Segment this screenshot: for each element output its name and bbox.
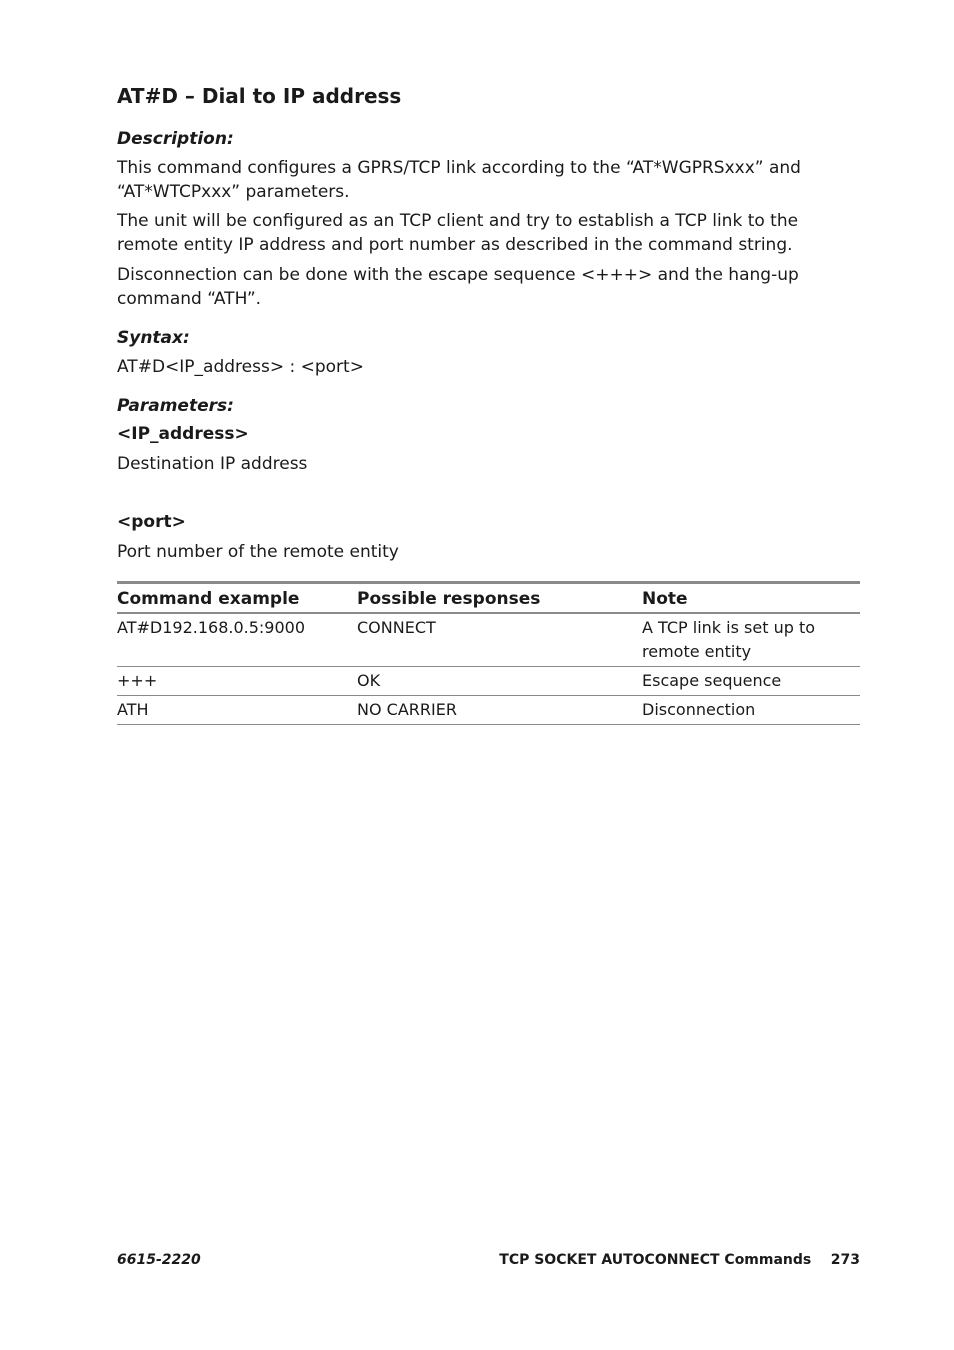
column-header-command-example: Command example	[117, 589, 300, 609]
footer-page-number: 273	[830, 1252, 860, 1268]
table-cell-response: OK	[357, 671, 381, 690]
parameters-heading: Parameters:	[117, 396, 234, 416]
syntax-text: AT#D<IP_address> : <port>	[117, 357, 364, 377]
footer-right	[499, 1252, 860, 1268]
table-cell-command: +++	[117, 671, 158, 690]
footer-doc-number: 6615-2220	[117, 1252, 201, 1268]
table-cell-note: Disconnection	[642, 700, 756, 719]
table-header-row	[117, 583, 860, 614]
footer-section-title: TCP SOCKET AUTOCONNECT Commands	[499, 1252, 812, 1268]
column-header-note: Note	[642, 589, 688, 609]
column-header-possible-responses: Possible responses	[357, 589, 541, 609]
param-port-description: Port number of the remote entity	[117, 542, 399, 562]
param-ip-address-description: Destination IP address	[117, 454, 308, 474]
table-cell-command: ATH	[117, 700, 149, 719]
table-cell-response: CONNECT	[357, 618, 436, 637]
syntax-heading: Syntax:	[117, 328, 190, 348]
table-cell-command: AT#D192.168.0.5:9000	[117, 618, 306, 637]
description-paragraph-2: The unit will be configured as an TCP client and try to establish a TCP link to the remote entity IP address and port number as described in the command string.	[117, 211, 799, 255]
page-title: AT#D – Dial to IP address	[117, 84, 402, 108]
table-row	[117, 696, 860, 725]
table-row	[117, 613, 860, 667]
table-cell-response: NO CARRIER	[357, 700, 457, 719]
table-cell-note: A TCP link is set up to remote entity	[642, 618, 816, 661]
table-row	[117, 667, 860, 696]
param-ip-address-name: <IP_address>	[117, 424, 249, 444]
param-port-name: <port>	[117, 512, 186, 532]
description-paragraph-1: This command configures a GPRS/TCP link according to the “AT*WGPRSxxx” and “AT*WTCPxxx” parameters.	[117, 158, 801, 202]
description-heading: Description:	[117, 129, 234, 149]
description-paragraph-3: Disconnection can be done with the escape sequence <+++> and the hang-up command “ATH”.	[117, 265, 799, 309]
command-table	[117, 581, 860, 725]
table-cell-note: Escape sequence	[642, 671, 782, 690]
